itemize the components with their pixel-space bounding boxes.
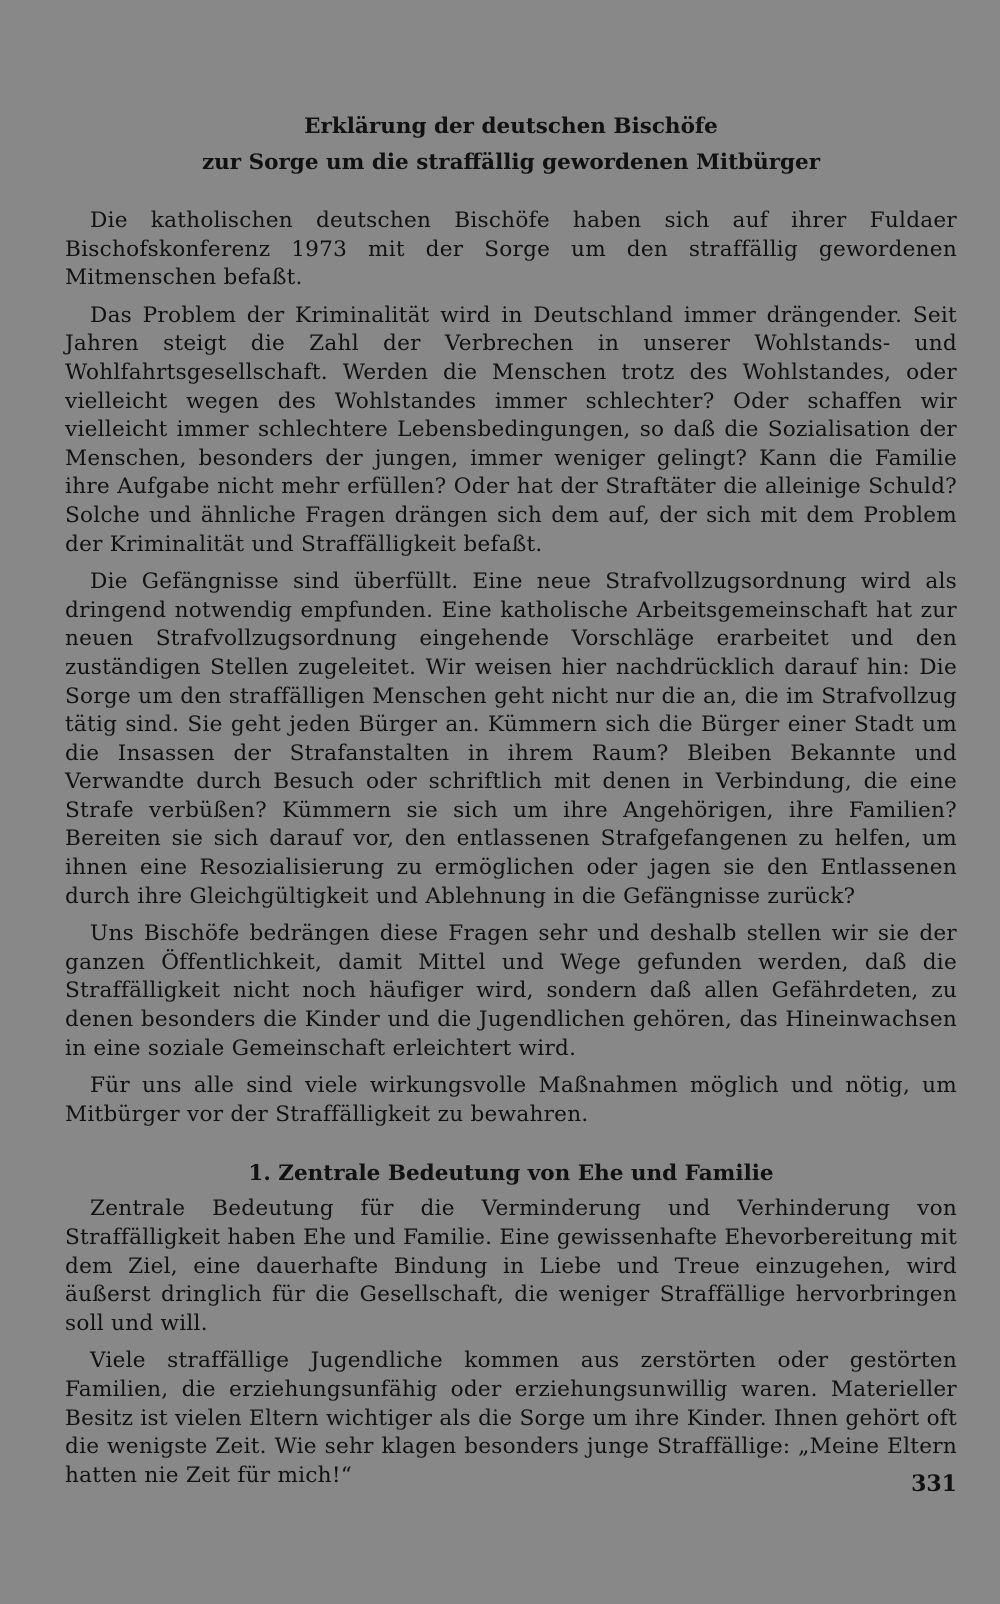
document-page [65,95,957,1499]
section-1-heading: 1. Zentrale Bedeutung von Ehe und Familie [248,1161,774,1187]
paragraph-4: Uns Bischöfe bedrängen diese Fragen sehr und deshalb stellen wir sie der ganzen Öffentlichkeit, damit Mittel und Wege gefunden werden, daß die Straffälligkeit nicht noch häufiger wird, sondern daß allen Gefährdeten, zu denen besonders die Kinder und die Jugendlichen gehören, das Hineinwachsen in eine soziale Gemeinschaft erleichtert wird. [65,921,957,1061]
paragraph-3: Die Gefängnisse sind überfüllt. Eine neue Strafvollzugsordnung wird als dringend notwendig empfunden. Eine katholische Arbeitsgemeinschaft hat zur neuen Strafvollzugsordnung eingehende Vorschläge erarbeitet und den zuständigen Stellen zugeleitet. Wir weisen hier nachdrücklich darauf hin: Die Sorge um den straffälligen Menschen geht nicht nur die an, die im Strafvollzug tätig sind. Sie geht jeden Bürger an. Kümmern sich die Bürger einer Stadt um die Insassen der Strafanstalten in ihrem Raum? Bleiben Bekannte und Verwandte durch Besuch oder schriftlich mit denen in Verbindung, die eine Strafe verbüßen? Kümmern sie sich um ihre Angehörigen, ihre Familien? Bereiten sie sich darauf vor, den entlassenen Strafgefangenen zu helfen, um ihnen eine Resozialisierung zu ermöglichen oder jagen sie den Entlassenen durch ihre Gleichgültigkeit und Ablehnung in die Gefängnisse zurück? [65,569,957,909]
title-line-1: Erklärung der deutschen Bischöfe [304,114,718,139]
section-1-paragraph-1: Zentrale Bedeutung für die Verminderung und Verhinderung von Straffälligkeit haben Ehe und Familie. Eine gewissenhafte Ehevorbereitung mit dem Ziel, eine dauerhafte Bindung in Liebe und Treue einzugehen, wird äußerst dringlich für die Gesellschaft, die weniger Straffällige hervorbringen soll und will. [65,1196,957,1336]
document-title [65,109,957,181]
page-number: 331 [911,1471,957,1497]
paragraph-1: Die katholischen deutschen Bischöfe haben sich auf ihrer Fuldaer Bischofskonferenz 1973 mit der Sorge um den straffällig gewordenen Mitmenschen befaßt. [65,208,957,291]
document-body [65,207,957,1490]
paragraph-5: Für uns alle sind viele wirkungsvolle Maßnahmen möglich und nötig, um Mitbürger vor der Straffälligkeit zu bewahren. [65,1073,957,1127]
section-1-paragraph-2: Viele straffällige Jugendliche kommen aus zerstörten oder gestörten Familien, die erziehungsunfähig oder erziehungsunwillig waren. Materieller Besitz ist vielen Eltern wichtiger als die Sorge um ihre Kinder. Ihnen gehört oft die wenigste Zeit. Wie sehr klagen besonders junge Straffällige: „Meine Eltern hatten nie Zeit für mich!“ [65,1348,957,1488]
paragraph-2: Das Problem der Kriminalität wird in Deutschland immer drängender. Seit Jahren steigt die Zahl der Verbrechen in unserer Wohlstands- und Wohlfahrtsgesellschaft. Werden die Menschen trotz des Wohlstandes, oder vielleicht wegen des Wohlstandes immer schlechter? Oder schaffen wir vielleicht immer schlechtere Lebensbedingungen, so daß die Sozialisation der Menschen, besonders der jungen, immer weniger gelingt? Kann die Familie ihre Aufgabe nicht mehr erfüllen? Oder hat der Straftäter die alleinige Schuld? Solche und ähnliche Fragen drängen sich dem auf, der sich mit dem Problem der Kriminalität und Straffälligkeit befaßt. [65,302,957,557]
title-line-2: zur Sorge um die straffällig gewordenen Mitbürger [201,150,821,175]
